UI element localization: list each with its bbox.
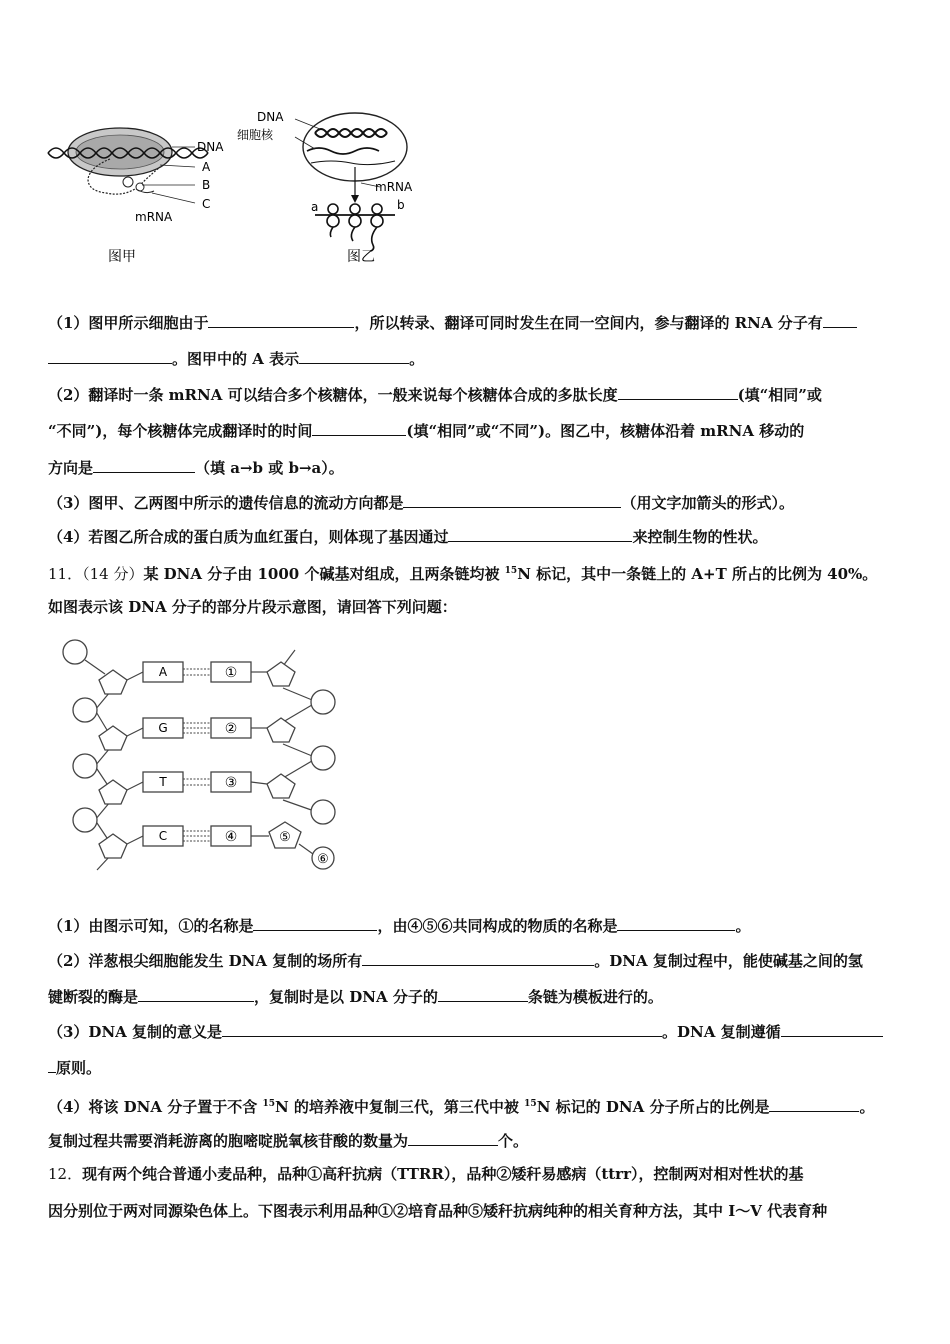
blank-q11-4[interactable] <box>138 986 254 1002</box>
blank-q11-3[interactable] <box>362 950 594 966</box>
figure-jia <box>40 115 240 275</box>
q11-line-7 <box>48 1057 908 1078</box>
left-phosphates <box>63 640 97 832</box>
q11-number: 11．（14 分） <box>48 565 144 583</box>
yi-label-mrna: mRNA <box>375 180 413 194</box>
yi-label-nucleus: 细胞核 <box>237 128 274 142</box>
q10-p4-text-a: （4）若图乙所合成的蛋白质为血红蛋白，则体现了基因通过 <box>48 528 449 546</box>
right-sugars <box>267 662 295 798</box>
q10-p3-text-b: （用文字加箭头的形式）。 <box>621 494 794 512</box>
q12-line-1 <box>48 1164 908 1184</box>
jia-caption: 图甲 <box>108 249 136 265</box>
ribosome-group <box>327 204 383 227</box>
q12-text-1: 现有两个纯合普通小麦品种，品种①高秆抗病（TTRR），品种②矮秆易感病（ttrr），控制两对相对性状的基 <box>82 1165 804 1183</box>
blank-q10-1[interactable] <box>208 312 354 328</box>
q11-line-9 <box>48 1130 908 1151</box>
base-label-a: A <box>158 665 168 679</box>
q11-p4-sup-b: 15 <box>524 1099 537 1109</box>
q12-text-2: 因分别位于两对同源染色体上。下图表示利用品种①②培育品种⑤矮秆抗病纯种的相关育种方法，其中 I～V 代表育种 <box>48 1202 828 1220</box>
q10-line-3 <box>48 384 908 405</box>
blank-q11-1[interactable] <box>253 915 377 931</box>
q10-p4-text-b: 来控制生物的性状。 <box>632 528 768 546</box>
q11-p3-text-a: （3）DNA 复制的意义是 <box>48 1023 223 1041</box>
q11-line-8 <box>48 1094 908 1117</box>
q11-p2-text-e: 条链为模板进行的。 <box>527 988 663 1006</box>
left-sugars <box>99 670 127 858</box>
blank-q11-8[interactable] <box>769 1096 859 1112</box>
blank-q10-2b[interactable] <box>48 348 172 364</box>
q10-p2-text-a: （2）翻译时一条 mRNA 可以结合多个核糖体，一般来说每个核糖体合成的多肽长度 <box>48 386 618 404</box>
q11-p1-text-b: ，由④⑤⑥共同构成的物质的名称是 <box>377 917 618 935</box>
q11-intro-c: 如图表示该 DNA 分子的部分片段示意图，请回答下列问题： <box>48 598 457 616</box>
blank-q11-2[interactable] <box>617 915 735 931</box>
q10-line-6 <box>48 492 908 513</box>
q10-p1-text-b: ，所以转录、翻译可同时发生在同一空间内，参与翻译的 RNA 分子有 <box>354 314 823 332</box>
q10-p3-text-a: （3）图甲、乙两图中所示的遗传信息的流动方向都是 <box>48 494 404 512</box>
blank-q10-2a[interactable] <box>823 312 857 328</box>
jia-label-a: A <box>202 160 211 174</box>
q11-line-1 <box>48 561 908 584</box>
q10-p2-text-c: “不同”)，每个核糖体完成翻译时的时间 <box>48 422 313 440</box>
partner-label-4: ④ <box>224 829 238 845</box>
q11-p2-text-a: （2）洋葱根尖细胞能发生 DNA 复制的场所有 <box>48 952 363 970</box>
q11-intro-b: N 标记，其中一条链上的 A+T 所占的比例为 40%。 <box>517 565 878 583</box>
base-label-t: T <box>159 775 167 789</box>
label-five: ⑤ <box>279 830 291 845</box>
q11-line-6 <box>48 1021 908 1042</box>
q11-intro-a: 某 DNA 分子由 1000 个碱基对组成，且两条链均被 <box>143 565 505 583</box>
blank-q10-6[interactable] <box>93 457 195 473</box>
q12-line-2 <box>48 1201 908 1221</box>
q11-p2-text-c: 键断裂的酶是 <box>48 988 139 1006</box>
q11-p1-text-a: （1）由图示可知，①的名称是 <box>48 917 254 935</box>
q11-p2-text-b: 。DNA 复制过程中，能使碱基之间的氢 <box>594 952 863 970</box>
q11-line-3 <box>48 915 908 936</box>
q10-p2-text-e: 方向是 <box>48 459 94 477</box>
yi-label-a: a <box>311 200 319 214</box>
dna-segment-figure <box>55 632 355 877</box>
q11-line-4 <box>48 950 908 971</box>
blank-q10-4[interactable] <box>618 384 738 400</box>
q11-p2-text-d: ，复制时是以 DNA 分子的 <box>254 988 438 1006</box>
q10-line-1 <box>48 312 908 333</box>
q12-number: 12． <box>48 1165 83 1183</box>
q11-p4-text-a: （4）将该 DNA 分子置于不含 <box>48 1098 263 1116</box>
jia-label-dna: DNA <box>197 140 224 154</box>
q11-line-5 <box>48 986 908 1007</box>
blank-q10-3[interactable] <box>299 348 409 364</box>
partner-label-2: ② <box>224 721 238 737</box>
partner-label-3: ③ <box>224 775 238 791</box>
jia-label-b: B <box>202 178 211 192</box>
blank-q11-7a[interactable] <box>781 1021 883 1037</box>
q11-p1-text-c: 。 <box>735 917 751 935</box>
ribosome <box>123 177 133 187</box>
q10-p1-text-a: （1）图甲所示细胞由于 <box>48 314 209 332</box>
blank-q10-5[interactable] <box>312 420 406 436</box>
q10-p2-text-d: (填“相同”或“不同”)。图乙中，核糖体沿着 mRNA 移动的 <box>406 422 805 440</box>
blank-q11-5[interactable] <box>438 986 528 1002</box>
q11-sup-15: 15 <box>504 566 518 576</box>
blank-q11-9[interactable] <box>408 1130 498 1146</box>
q11-line-2 <box>48 597 908 617</box>
q11-p3-text-b: 。DNA 复制遵循 <box>662 1023 781 1041</box>
yi-label-dna: DNA <box>257 110 284 124</box>
blank-q11-6[interactable] <box>222 1021 662 1037</box>
q11-p4-text-d: 。 <box>859 1098 875 1116</box>
q11-p4-sup-a: 15 <box>262 1099 275 1109</box>
right-phosphates <box>311 690 335 824</box>
q10-line-2 <box>48 348 908 369</box>
yi-label-b: b <box>397 198 405 212</box>
q11-p4-text-e: 复制过程共需要消耗游离的胞嘧啶脱氧核苷酸的数量为 <box>48 1132 409 1150</box>
figure-yi <box>235 105 435 275</box>
jia-label-c: C <box>202 197 211 211</box>
yi-caption: 图乙 <box>347 249 375 265</box>
partner-label-1: ① <box>224 665 238 681</box>
q11-p4-text-c: N 标记的 DNA 分子所占的比例是 <box>536 1098 770 1116</box>
q10-line-5 <box>48 457 908 478</box>
q10-p1-text-c: 。图甲中的 A 表示 <box>172 350 300 368</box>
q10-line-7 <box>48 526 908 547</box>
q11-p4-text-b: N 的培养液中复制三代，第三代中被 <box>275 1098 525 1116</box>
q10-p1-text-d: 。 <box>409 350 425 368</box>
label-six: ⑥ <box>317 852 329 867</box>
blank-q11-7b[interactable] <box>48 1057 56 1073</box>
q11-p3-text-c: 原则。 <box>56 1059 102 1077</box>
q10-line-4 <box>48 420 908 441</box>
jia-label-mrna: mRNA <box>135 210 173 224</box>
base-label-g: G <box>158 721 168 735</box>
q10-p2-text-f: （填 a→b 或 b→a）。 <box>195 459 344 477</box>
q10-p2-text-b: (填“相同”或 <box>737 386 822 404</box>
base-label-c: C <box>158 829 168 843</box>
q11-p4-text-f: 个。 <box>498 1132 529 1150</box>
blank-q10-7[interactable] <box>403 492 621 508</box>
hydrogen-bonds <box>183 669 211 841</box>
blank-q10-8[interactable] <box>448 526 632 542</box>
